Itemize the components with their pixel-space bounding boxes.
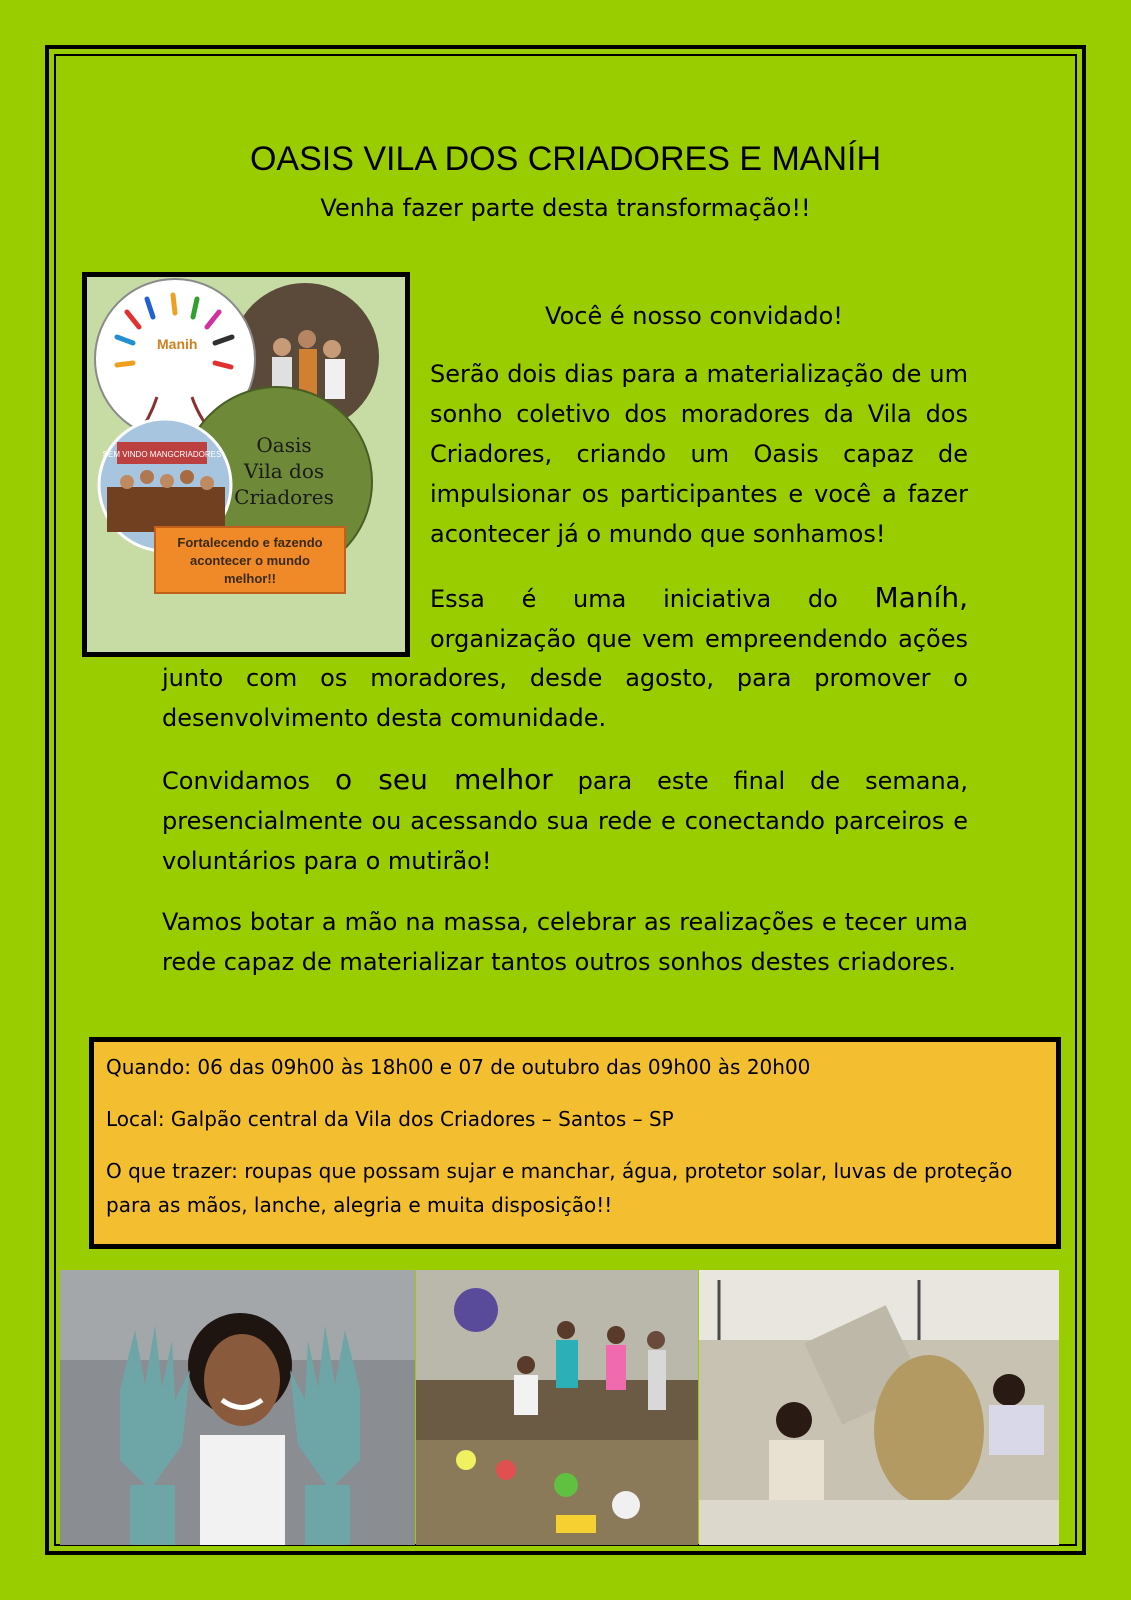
event-when: Quando: 06 das 09h00 às 18h00 e 07 de outubro das 09h00 às 20h00 xyxy=(106,1055,811,1079)
paragraph-initiative-rest: junto com os moradores, desde agosto, para promover o desenvolvimento desta comunidade. xyxy=(162,664,968,732)
photo-strip xyxy=(60,1270,1070,1545)
invitation-text-c: para este final de semana, presencialmente ou acessando sua rede e conectando parceiros e voluntários para o mutirão! xyxy=(162,767,968,875)
logo-image xyxy=(82,272,410,657)
event-info-box xyxy=(89,1037,1061,1249)
event-where: Local: Galpão central da Vila dos Criadores – Santos – SP xyxy=(106,1107,674,1131)
paragraph-closing: Vamos botar a mão na massa, celebrar as realizações e tecer uma rede capaz de materializar tantos outros sonhos destes criadores. xyxy=(162,908,968,976)
initiative-text-a: Essa é uma iniciativa do xyxy=(430,585,875,613)
tagline-line-3: melhor!! xyxy=(224,571,276,586)
paragraph-initiative-top xyxy=(430,578,968,659)
banner-label: SEM VINDO MANGCRIADORES xyxy=(102,450,222,459)
initiative-text-c: organização que vem empreendendo ações xyxy=(430,625,968,653)
invite-heading: Você é nosso convidado! xyxy=(545,302,843,330)
oasis-line-3: Criadores xyxy=(234,485,334,509)
paragraph-intro: Serão dois dias para a materialização de um sonho coletivo dos moradores da Vila dos Criadores, criando um Oasis capaz de impulsionar os participantes e você a fazer acontecer já o mundo que sonhamos! xyxy=(430,360,968,548)
paragraph-invitation xyxy=(162,760,968,881)
tagline-line-1: Fortalecendo e fazendo xyxy=(177,535,323,550)
oasis-line-2: Vila dos xyxy=(243,459,325,483)
photo-paper-mache-work xyxy=(699,1270,1059,1545)
logo-graphic xyxy=(87,277,405,652)
photo-garden-work xyxy=(416,1270,698,1545)
page-title: OASIS VILA DOS CRIADORES E MANÍH xyxy=(249,140,882,178)
tagline-line-2: acontecer o mundo xyxy=(190,553,310,568)
page-subtitle: Venha fazer parte desta transformação!! xyxy=(320,194,811,222)
photo-girl-painted-hands xyxy=(60,1270,415,1545)
oasis-line-1: Oasis xyxy=(256,433,312,457)
event-what-to-bring: O que trazer: roupas que possam sujar e manchar, água, protetor solar, luvas de proteção para as mãos, lanche, alegria e muita disposição!! xyxy=(106,1159,1013,1217)
invitation-emphasis: o seu melhor xyxy=(334,763,553,796)
manih-logo-label: Manih xyxy=(157,336,198,352)
manih-name: Maníh, xyxy=(874,581,968,614)
invitation-text-a: Convidamos xyxy=(162,767,335,795)
